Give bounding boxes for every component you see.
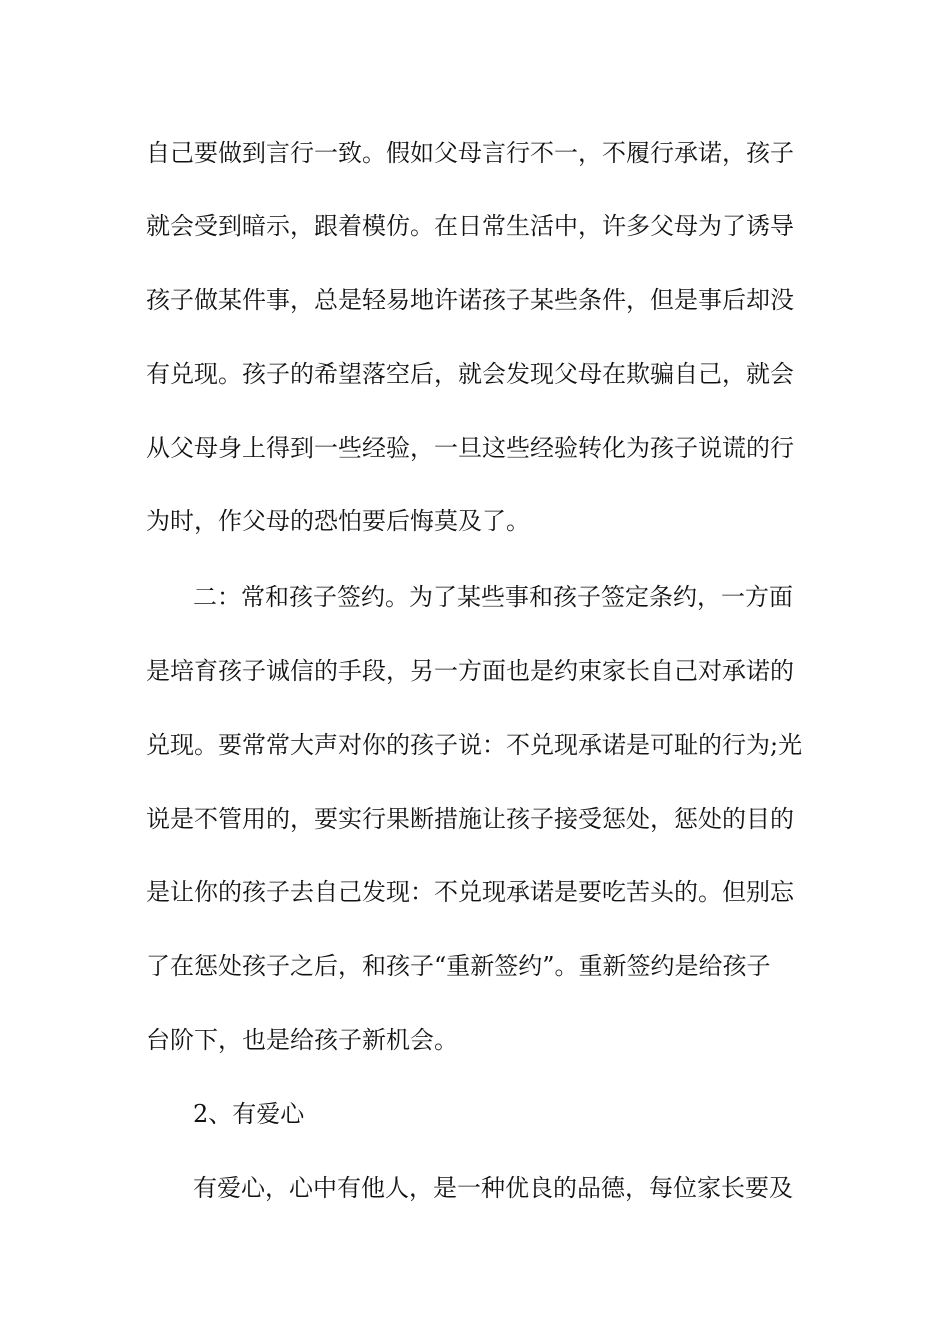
- text-line-1: 自己要做到言行一致。假如父母言行不一，不履行承诺，孩子: [146, 139, 794, 167]
- text-line-2: 就会受到暗示，跟着模仿。在日常生活中，许多父母为了诱导: [146, 212, 794, 240]
- text-line-12: 了在惩处孩子之后，和孩子“重新签约”。重新签约是给孩子: [146, 952, 771, 980]
- text-line-13: 台阶下，也是给孩子新机会。: [146, 1026, 458, 1054]
- text-line-10: 说是不管用的，要实行果断措施让孩子接受惩处，惩处的目的: [146, 805, 794, 833]
- text-line-4: 有兑现。孩子的希望落空后，就会发现父母在欺骗自己，就会: [146, 360, 794, 388]
- text-line-15: 有爱心，心中有他人，是一种优良的品德，每位家长要及: [193, 1174, 793, 1202]
- text-line-9: 兑现。要常常大声对你的孩子说：不兑现承诺是可耻的行为;光: [146, 731, 803, 759]
- text-line-11: 是让你的孩子去自己发现：不兑现承诺是要吃苦头的。但别忘: [146, 878, 794, 906]
- section-heading: 2、有爱心: [193, 1100, 305, 1128]
- text-line-5: 从父母身上得到一些经验，一旦这些经验转化为孩子说谎的行: [146, 434, 794, 462]
- text-line-6: 为时，作父母的恐怕要后悔莫及了。: [146, 507, 530, 535]
- text-line-8: 是培育孩子诚信的手段，另一方面也是约束家长自己对承诺的: [146, 657, 794, 685]
- text-line-7: 二：常和孩子签约。为了某些事和孩子签定条约，一方面: [193, 583, 793, 611]
- text-line-3: 孩子做某件事，总是轻易地许诺孩子某些条件，但是事后却没: [146, 286, 794, 314]
